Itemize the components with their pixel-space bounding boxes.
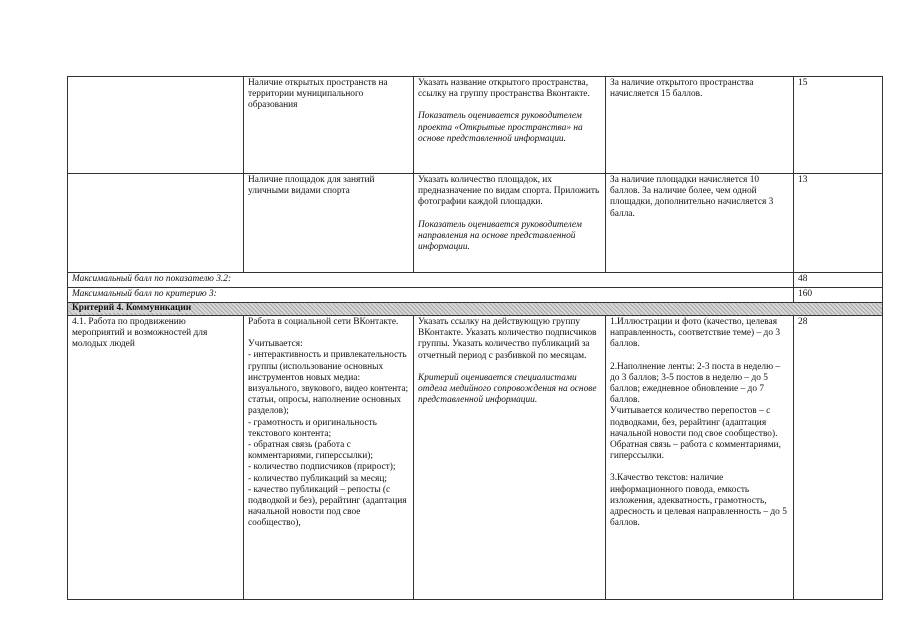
indicator-cell [244,174,414,273]
criterion-cell [68,77,244,174]
summary-row [68,273,883,288]
indicator-title: Работа в социальной сети ВКонтакте. [248,317,399,327]
table-row [68,174,883,273]
method-text-3: 3.Качество текстов: наличие информационного повода, емкость изложения, адекватность, грамотность, адресность и целевая направленность – до 5 баллов. [610,473,787,529]
task-text: Указать количество площадок, их предназначение по видам спорта. Приложить фотографии каждой площадки. [418,175,600,208]
indicator-text: Наличие площадок для занятий уличными видами спорта [248,175,375,197]
summary-score: 48 [794,273,883,288]
score-cell [794,316,883,600]
criteria-table [67,76,883,600]
table-row [68,77,883,174]
criterion-header-row [68,303,883,316]
considered-label: Учитывается: [248,339,303,350]
list-item: - количество публикаций за месяц; [248,473,387,484]
task-cell [414,316,606,600]
criterion-header-text: Критерий 4. Коммуникации [72,303,192,313]
method-text-2: 2.Наполнение ленты: 2-3 поста в неделю – до 3 баллов; 3-5 постов в неделю – до 5 баллов; ежедневное обновление – до 7 баллов. [610,361,781,406]
task-text: Указать ссылку на действующую группу ВКонтакте. Указать количество подписчиков группы. Указать количество публикаций за отчетный период с разбивкой по месяцам. [418,317,597,361]
criterion-cell [68,316,244,600]
method-text-2b: Учитывается количество перепостов – с подводками, без, рерайтинг (адаптация начальной новости под свое сообщество). Обратная связь – работа с комментариями, гиперссылки. [610,406,781,462]
table-row [68,316,883,600]
list-item: - количество подписчиков (прирост); [248,462,396,473]
score-value: 28 [798,317,808,327]
summary-label: Максимальный балл по показателю 3.2: [68,273,794,288]
score-value: 15 [798,78,808,88]
list-item: - качество публикаций – репосты (с подводкой и без), рерайтинг (адаптация начальной новости под свое сообщество), [248,484,407,529]
list-item: - интерактивность и привлекательность группы (использование основных инструментов новых медиа: визуального, звукового, видео контента; статьи, опросы, наполнение основных разделов); [248,350,409,417]
method-cell [606,77,794,174]
task-cell [414,174,606,273]
criterion-header [68,303,883,316]
task-note: Критерий оценивается специалистами отдела медийного сопровождения на основе представленной информации. [418,372,597,406]
task-text: Указать название открытого пространства, ссылку на группу пространства Вконтакте. [418,78,590,100]
summary-row [68,288,883,303]
criterion-name: 4.1. Работа по продвижению мероприятий и возможностей для молодых людей [72,317,208,350]
list-item: - грамотность и оригинальность текстового контента; [248,417,377,439]
task-cell [414,77,606,174]
summary-label: Максимальный балл по критерию 3: [68,288,794,303]
method-text-1: 1.Иллюстрации и фото (качество, целевая направленность, соответствие теме) – до 3 баллов. [610,317,781,350]
list-item: - обратная связь (работа с комментариями, гиперссылки); [248,440,373,462]
method-cell [606,316,794,600]
indicator-cell [244,316,414,600]
summary-score: 160 [794,288,883,303]
score-cell [794,174,883,273]
task-note: Показатель оценивается руководителем направления на основе представленной информации. [418,219,582,253]
task-note: Показатель оценивается руководителем проекта «Открытые пространства» на основе представленной информации. [418,111,583,144]
indicator-text: Наличие открытых пространств на территории муниципального образования [248,78,388,111]
method-text: За наличие площадки начисляется 10 баллов. За наличие более, чем одной площадки, дополнительно начисляется 3 балла. [610,175,774,219]
score-cell [794,77,883,174]
criterion-cell [68,174,244,273]
score-value: 13 [798,175,808,185]
method-text: За наличие открытого пространства начисляется 15 баллов. [610,78,754,100]
method-cell [606,174,794,273]
indicator-cell [244,77,414,174]
